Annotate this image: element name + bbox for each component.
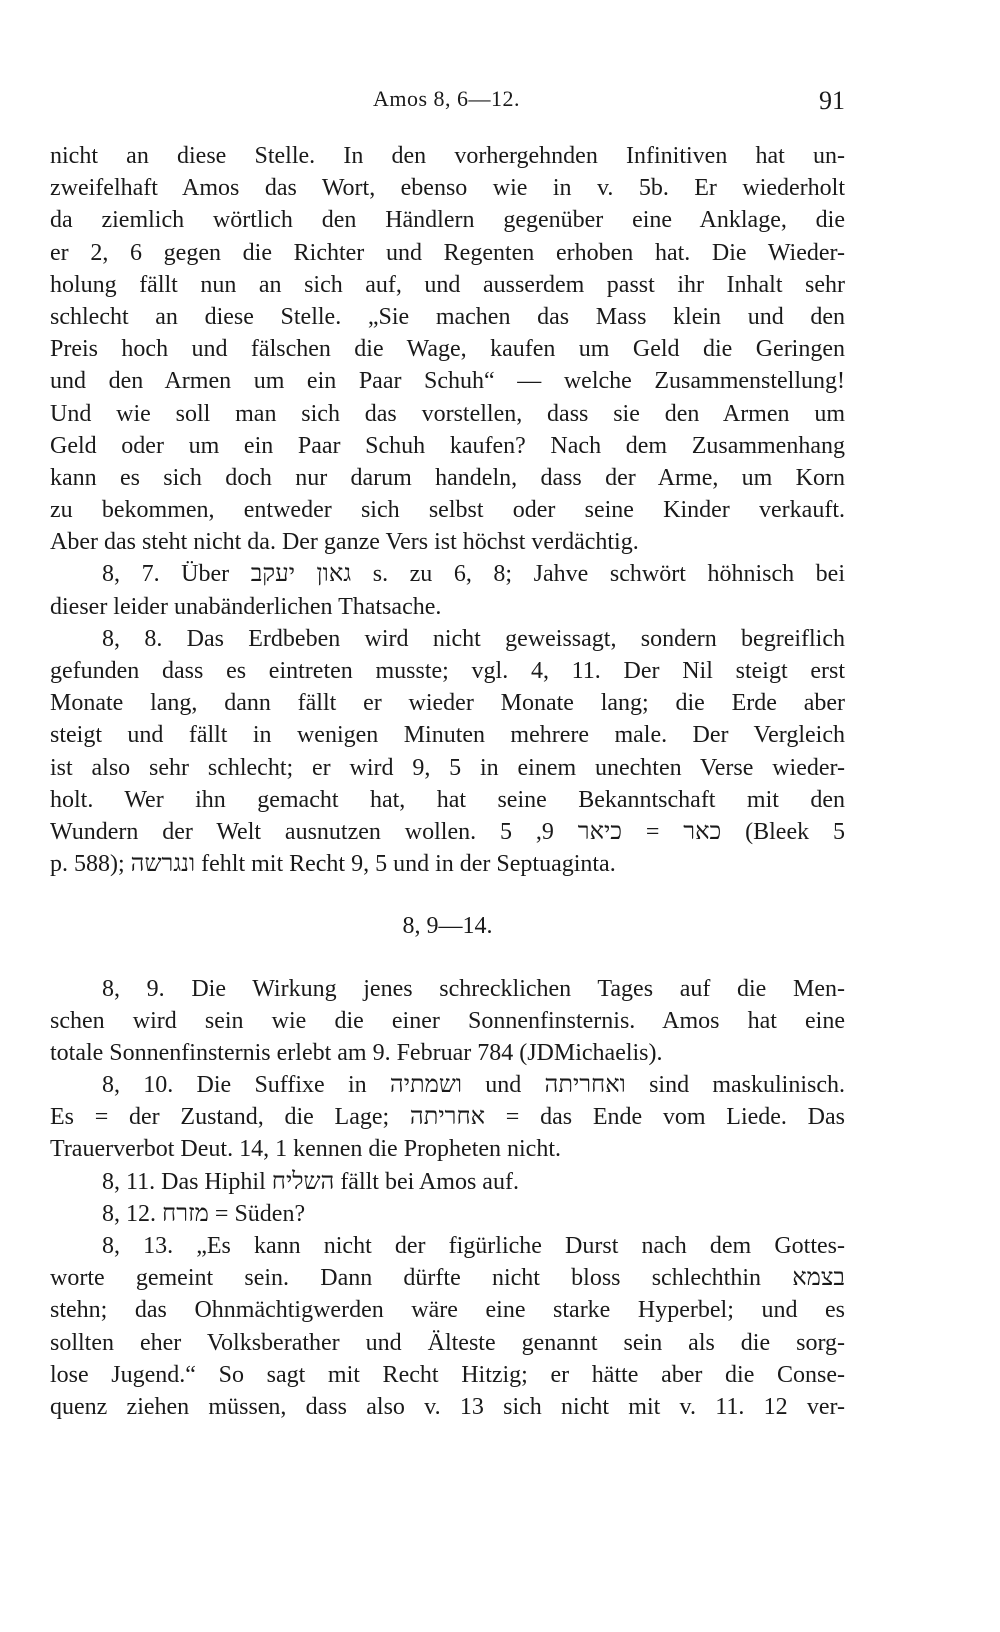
text-line: da ziemlich wörtlich den Händlern gegenüber eine Anklage, die <box>50 207 845 234</box>
text-line: Trauerverbot Deut. 14, 1 kennen die Propheten nicht. <box>50 1136 561 1163</box>
text-line: schen wird sein wie die einer Sonnenfinsternis. Amos hat eine <box>50 1007 845 1034</box>
text-line: holung fällt nun an sich auf, und ausserdem passt ihr Inhalt sehr <box>50 271 845 298</box>
text-line: holt. Wer ihn gemacht hat, hat seine Bekanntschaft mit den <box>50 786 845 813</box>
text-line: 8, 7. Über גאון יעקב s. zu 6, 8; Jahve schwört höhnisch bei <box>102 561 845 588</box>
text-line: 8, 10. Die Suffixe in ושמתיה und ואחריתה sind maskulinisch. <box>102 1072 846 1099</box>
text-line: lose Jugend.“ So sagt mit Recht Hitzig; er hätte aber die Conse- <box>50 1361 845 1388</box>
text-line: dieser leider unabänderlichen Thatsache. <box>50 593 442 620</box>
body-text <box>50 140 845 1423</box>
text-line: 8, 13. „Es kann nicht der figürliche Durst nach dem Gottes- <box>102 1233 845 1259</box>
text-line: ist also sehr schlecht; er wird 9, 5 in einem unechten Verse wieder- <box>50 754 845 781</box>
book-page <box>50 0 845 1632</box>
text-line: 8, 9. Die Wirkung jenes schrecklichen Tages auf die Men- <box>102 975 845 1002</box>
text-line: stehn; das Ohnmächtigwerden wäre eine starke Hyperbel; und es <box>50 1297 845 1324</box>
text-line: zu bekommen, entweder sich selbst oder seine Kinder verkauft. <box>50 497 845 524</box>
text-line: 8, 8. Das Erdbeben wird nicht geweissagt, sondern begreiflich <box>102 625 845 652</box>
text-line: Monate lang, dann fällt er wieder Monate lang; die Erde aber <box>50 690 845 717</box>
running-title: Amos 8, 6—12. <box>373 86 521 111</box>
text-line: p. 588); ונגרשה fehlt mit Recht 9, 5 und in der Septuaginta. <box>50 851 616 878</box>
text-line: steigt und fällt in wenigen Minuten mehrere male. Der Vergleich <box>50 722 845 749</box>
text-line: Wundern der Welt ausnutzen wollen. כאר = כיאר 9, 5 (Bleek 5 <box>50 818 845 845</box>
text-line: gefunden dass es eintreten musste; vgl. 4, 11. Der Nil steigt erst <box>50 658 845 684</box>
text-line: totale Sonnenfinsternis erlebt am 9. Februar 784 (JDMichaelis). <box>50 1039 663 1066</box>
text-line: Es = der Zustand, die Lage; אחריתה = das Ende vom Liede. Das <box>50 1104 845 1131</box>
text-line: sollten eher Volksberather und Älteste genannt sein als die sorg- <box>50 1329 845 1356</box>
text-line: nicht an diese Stelle. In den vorhergehnden Infinitiven hat un- <box>50 143 845 169</box>
section-heading: 8, 9—14. <box>402 913 493 940</box>
page-number: 91 <box>819 86 845 115</box>
paragraph-gap <box>50 880 845 910</box>
paragraph-gap <box>50 943 845 973</box>
text-line: quenz ziehen müssen, dass also v. 13 sich nicht mit v. 11. 12 ver- <box>50 1393 845 1420</box>
text-line: 8, 12. מזרח = Süden? <box>102 1200 306 1227</box>
text-line: Und wie soll man sich das vorstellen, dass sie den Armen um <box>50 400 845 427</box>
text-line: 8, 11. Das Hiphil השליח fällt bei Amos auf. <box>102 1168 519 1195</box>
text-line: Preis hoch und fälschen die Wage, kaufen um Geld die Geringen <box>50 336 845 363</box>
text-line: Aber das steht nicht da. Der ganze Vers ist höchst verdächtig. <box>50 529 639 556</box>
text-line: zweifelhaft Amos das Wort, ebenso wie in v. 5b. Er wiederholt <box>50 175 845 202</box>
text-line: worte gemeint sein. Dann dürfte nicht bloss schlechthin בצמא <box>50 1265 845 1292</box>
text-line: er 2, 6 gegen die Richter und Regenten erhoben hat. Die Wieder- <box>50 239 845 266</box>
text-line: schlecht an diese Stelle. „Sie machen das Mass klein und den <box>50 303 845 330</box>
text-line: und den Armen um ein Paar Schuh“ — welche Zusammenstellung! <box>50 368 845 395</box>
text-line: kann es sich doch nur darum handeln, dass der Arme, um Korn <box>50 464 845 491</box>
text-line: Geld oder um ein Paar Schuh kaufen? Nach dem Zusammenhang <box>50 432 845 459</box>
page-header <box>50 86 845 126</box>
